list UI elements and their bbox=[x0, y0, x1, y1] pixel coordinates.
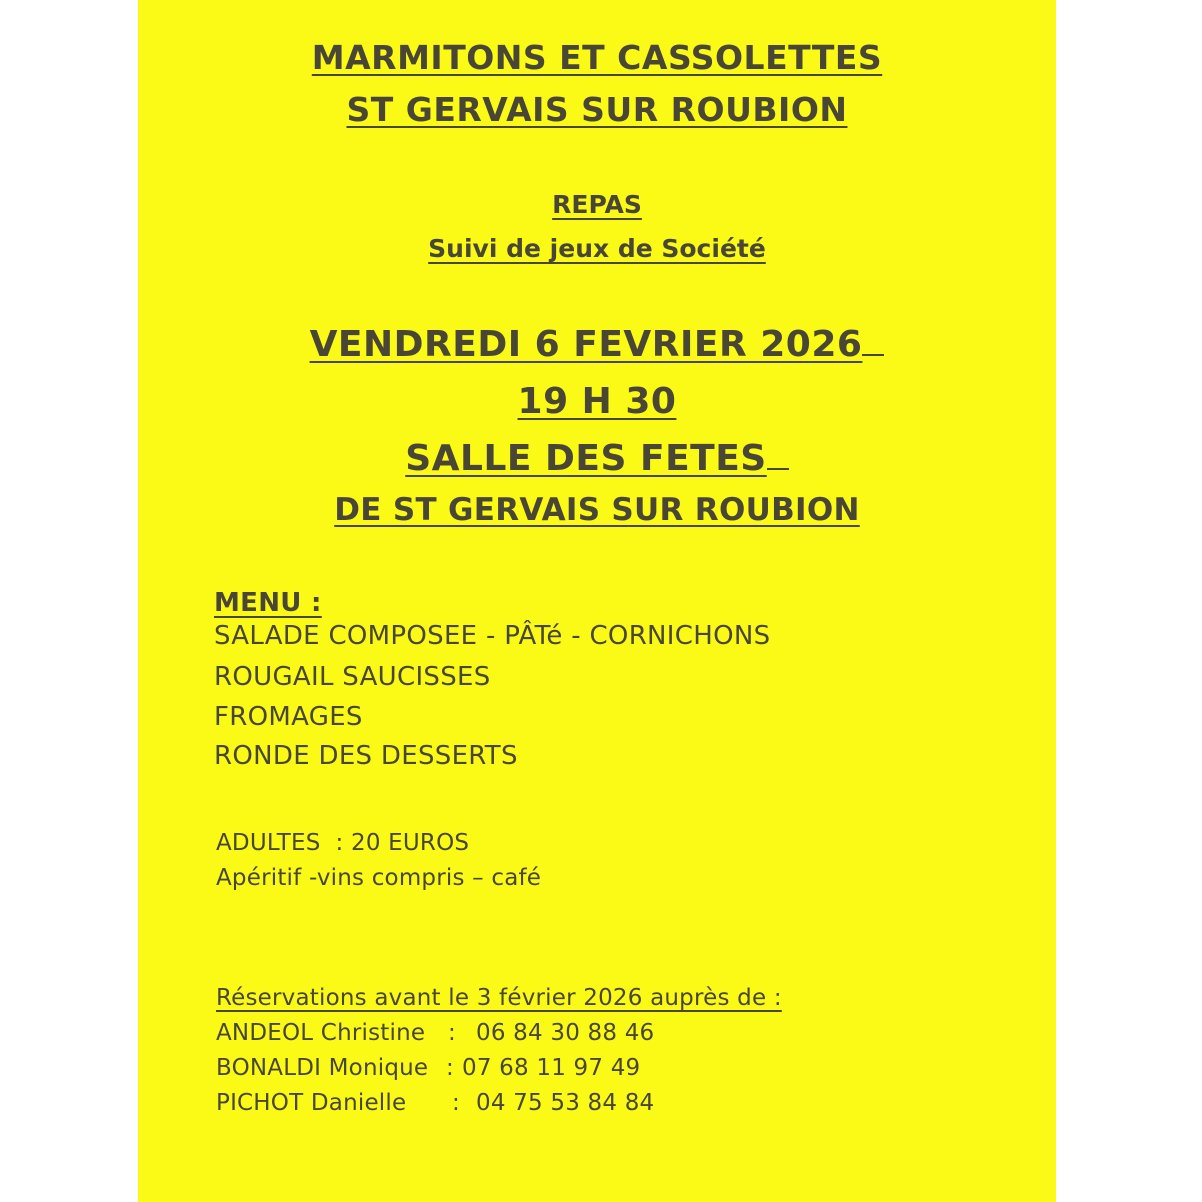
price-includes: Apéritif -vins compris – café bbox=[216, 865, 542, 891]
contact-name: ANDEOL Christine bbox=[216, 1020, 426, 1046]
menu-item: SALADE COMPOSEE - PÂTé - CORNICHONS bbox=[214, 621, 771, 651]
menu-item: FROMAGES bbox=[214, 702, 363, 732]
contact-row bbox=[216, 1020, 654, 1046]
menu-heading: MENU : bbox=[214, 588, 322, 618]
flyer-page bbox=[138, 0, 1056, 1202]
contact-row bbox=[216, 1055, 640, 1081]
contact-phone: 04 75 53 84 84 bbox=[476, 1090, 655, 1116]
contact-name: BONALDI Monique bbox=[216, 1055, 429, 1081]
event-venue-place: DE ST GERVAIS SUR ROUBION bbox=[334, 492, 860, 528]
contact-phone: 07 68 11 97 49 bbox=[462, 1055, 641, 1081]
contact-separator: : bbox=[452, 1090, 460, 1116]
event-subtitle: Suivi de jeux de Société bbox=[428, 234, 766, 263]
underline-trail bbox=[767, 467, 789, 470]
contact-separator: : bbox=[448, 1020, 456, 1046]
underline-trail bbox=[862, 353, 884, 356]
contact-name: PICHOT Danielle bbox=[216, 1090, 407, 1116]
price-adults: ADULTES : 20 EUROS bbox=[216, 830, 470, 856]
event-venue bbox=[138, 438, 1056, 479]
contact-separator: : bbox=[446, 1055, 454, 1081]
menu-item: ROUGAIL SAUCISSES bbox=[214, 662, 491, 692]
header-line2: ST GERVAIS SUR ROUBION bbox=[346, 90, 848, 129]
menu-item: RONDE DES DESSERTS bbox=[214, 741, 518, 771]
event-time: 19 H 30 bbox=[517, 381, 677, 422]
reservations-heading: Réservations avant le 3 février 2026 auprès de : bbox=[216, 985, 782, 1011]
header-line1: MARMITONS ET CASSOLETTES bbox=[311, 38, 883, 77]
contact-phone: 06 84 30 88 46 bbox=[476, 1020, 655, 1046]
event-venue-text: SALLE DES FETES bbox=[405, 438, 767, 479]
event-type: REPAS bbox=[552, 190, 642, 219]
event-date bbox=[138, 324, 1056, 365]
contact-row bbox=[216, 1090, 654, 1116]
event-date-text: VENDREDI 6 FEVRIER 2026 bbox=[309, 324, 863, 365]
